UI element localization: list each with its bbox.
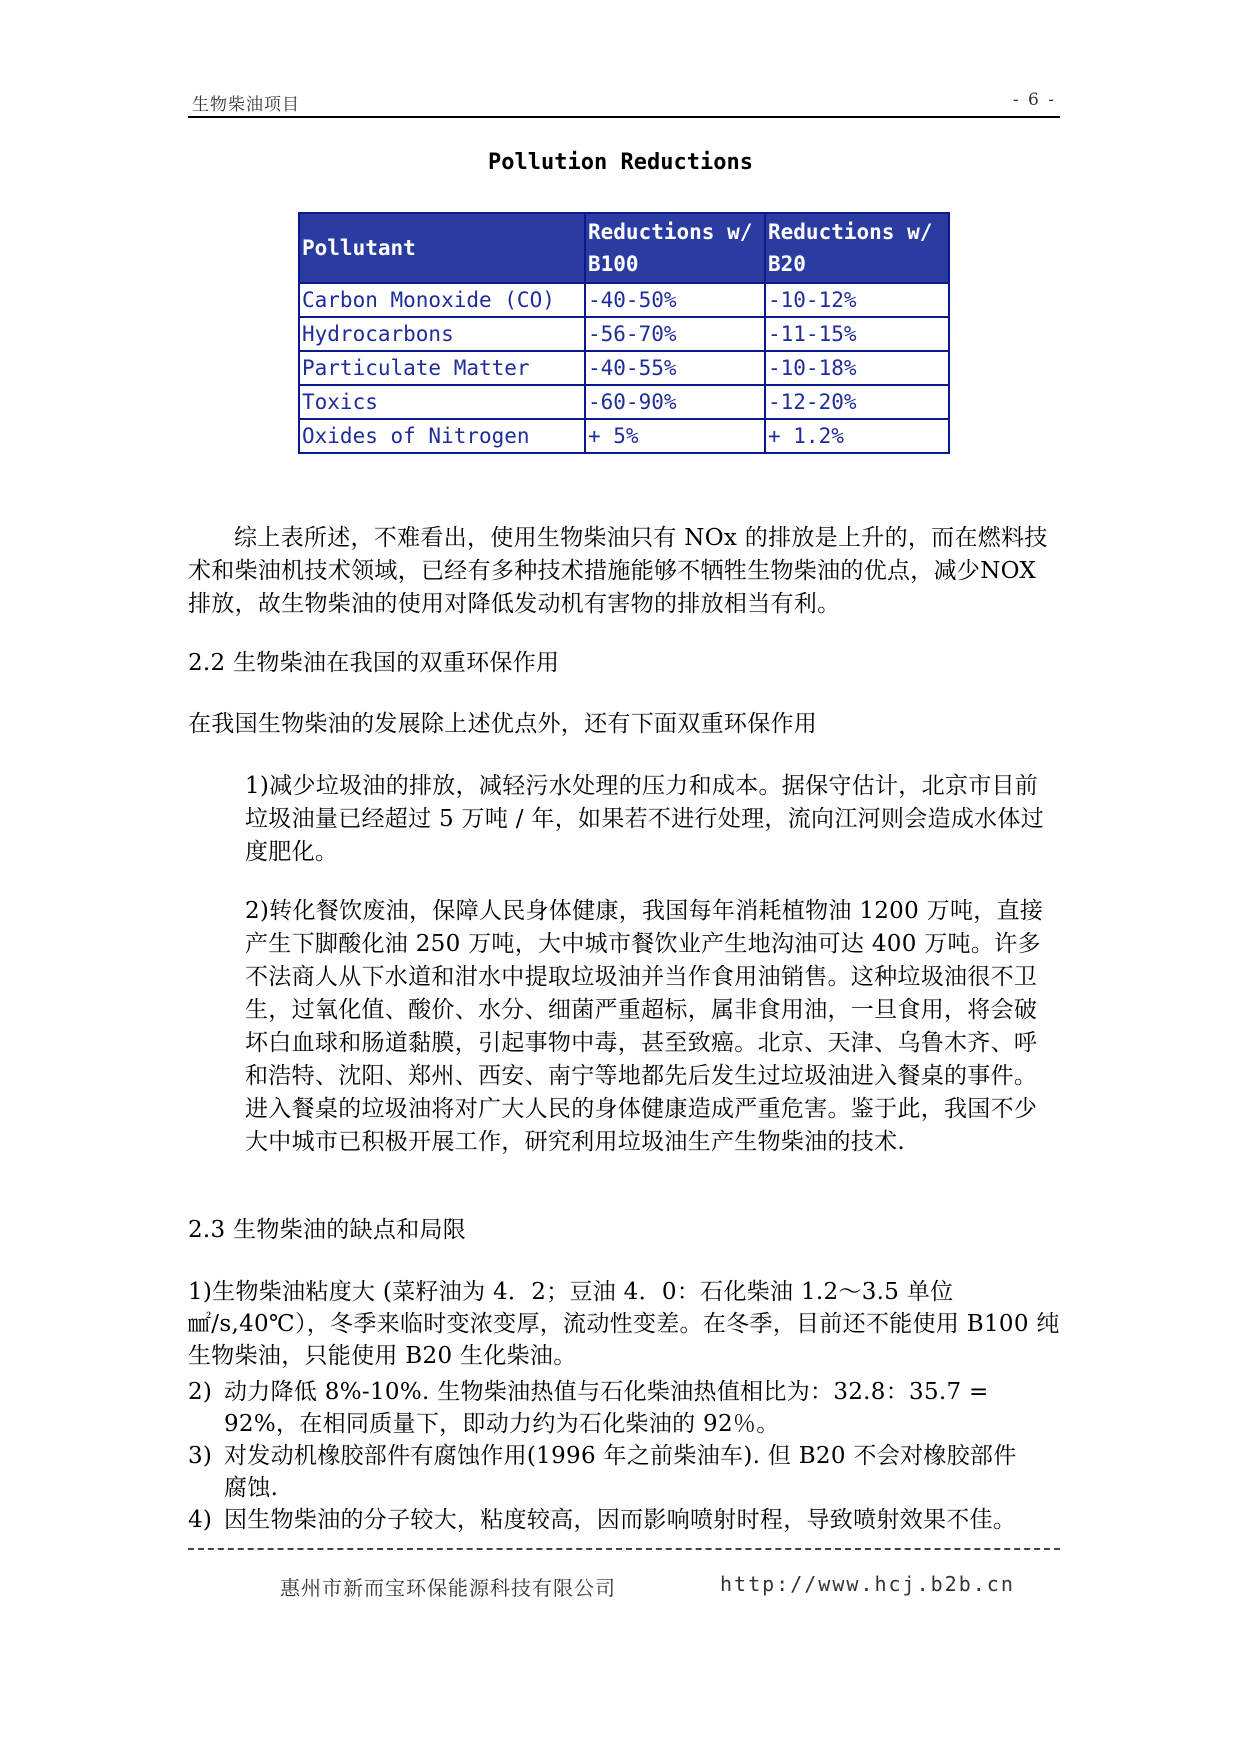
item-text: 腐蚀. bbox=[224, 1475, 279, 1501]
pollution-table bbox=[298, 212, 950, 454]
table-cell: + 5% bbox=[585, 419, 765, 453]
item-number: 3) bbox=[188, 1443, 213, 1469]
limitation-item bbox=[188, 1376, 1060, 1440]
website-link[interactable]: http://www.hcj.b2b.cn bbox=[720, 1572, 1015, 1596]
column-header: Reductions w/ B100 bbox=[585, 213, 765, 283]
item-text: 动力降低 8%-10%. 生物柴油热值与石化柴油热值相比为：32.8：35.7 = bbox=[224, 1379, 989, 1405]
table-row bbox=[299, 317, 949, 351]
item-text: 因生物柴油的分子较大，粘度较高，因而影响喷射时程，导致喷射效果不佳。 bbox=[224, 1507, 1017, 1533]
item-number: 4) bbox=[188, 1507, 213, 1533]
table-cell: -60-90% bbox=[585, 385, 765, 419]
footer-divider bbox=[188, 1548, 1060, 1550]
page-number: - 6 - bbox=[1012, 90, 1056, 110]
column-header: Reductions w/ B20 bbox=[765, 213, 949, 283]
limitation-item bbox=[188, 1504, 1060, 1536]
section-intro: 在我国生物柴油的发展除上述优点外，还有下面双重环保作用 bbox=[188, 711, 818, 737]
table-cell: Toxics bbox=[299, 385, 585, 419]
table-cell: Carbon Monoxide (CO) bbox=[299, 283, 585, 317]
table-row bbox=[299, 283, 949, 317]
table-cell: -11-15% bbox=[765, 317, 949, 351]
table-cell: -12-20% bbox=[765, 385, 949, 419]
company-name: 惠州市新而宝环保能源科技有限公司 bbox=[280, 1576, 616, 1600]
table-cell: -56-70% bbox=[585, 317, 765, 351]
table-cell: + 1.2% bbox=[765, 419, 949, 453]
limitation-item bbox=[188, 1440, 1060, 1504]
table-cell: -40-50% bbox=[585, 283, 765, 317]
summary-paragraph: 综上表所述，不难看出，使用生物柴油只有 NOx 的排放是上升的，而在燃料技术和柴油机技术领域，已经有多种技术措施能够不牺牲生物柴油的优点，减少NOX 排放，故生物柴油的使用对降低发动机有害物的排放相当有利。 bbox=[188, 525, 1048, 617]
limitation-item: 1)生物柴油粘度大 (菜籽油为 4．2；豆油 4．0：石化柴油 1.2～3.5 单位 ㎟/s,40℃），冬季来临时变浓变厚，流动性变差。在冬季，目前还不能使用 B100 纯生物柴油，只能使用 B20 生化柴油。 bbox=[188, 1279, 1060, 1369]
section-heading-2-2: 2.2 生物柴油在我国的双重环保作用 bbox=[188, 650, 560, 676]
section-heading-2-3: 2.3 生物柴油的缺点和局限 bbox=[188, 1217, 467, 1243]
item-text: 对发动机橡胶部件有腐蚀作用(1996 年之前柴油车). 但 B20 不会对橡胶部件 bbox=[224, 1443, 1017, 1469]
page-header bbox=[188, 86, 1060, 118]
list-item: 1)减少垃圾油的排放，减轻污水处理的压力和成本。据保守估计，北京市目前垃圾油量已经超过 5 万吨 / 年，如果若不进行处理，流向江河则会造成水体过度肥化。 bbox=[245, 773, 1045, 865]
table-row bbox=[299, 385, 949, 419]
item-number: 2) bbox=[188, 1379, 213, 1405]
document-title: 生物柴油项目 bbox=[192, 95, 300, 115]
column-header: Pollutant bbox=[299, 213, 585, 283]
list-item: 2)转化餐饮废油，保障人民身体健康，我国每年消耗植物油 1200 万吨，直接产生下脚酸化油 250 万吨，大中城市餐饮业产生地沟油可达 400 万吨。许多不法商人从下水道和泔水中提取垃圾油并当作食用油销售。这种垃圾油很不卫生，过氧化值、酸价、水分、细菌严重超标，属非食用油，一旦食用，将会破坏白血球和肠道黏膜，引起事物中毒，甚至致癌。北京、天津、乌鲁木齐、呼和浩特、沈阳、郑州、西安、南宁等地都先后发生过垃圾油进入餐桌的事件。进入餐桌的垃圾油将对广大人民的身体健康造成严重危害。鉴于此，我国不少大中城市已积极开展工作，研究利用垃圾油生产生物柴油的技术. bbox=[245, 898, 1044, 1155]
table-cell: Hydrocarbons bbox=[299, 317, 585, 351]
table-title: Pollution Reductions bbox=[488, 150, 753, 175]
table-cell: -10-12% bbox=[765, 283, 949, 317]
table-row bbox=[299, 419, 949, 453]
table-cell: -40-55% bbox=[585, 351, 765, 385]
table-cell: -10-18% bbox=[765, 351, 949, 385]
table-cell: Oxides of Nitrogen bbox=[299, 419, 585, 453]
item-text: 92%，在相同质量下，即动力约为石化柴油的 92％。 bbox=[224, 1411, 780, 1437]
table-header-row bbox=[299, 213, 949, 283]
table-row bbox=[299, 351, 949, 385]
table-cell: Particulate Matter bbox=[299, 351, 585, 385]
